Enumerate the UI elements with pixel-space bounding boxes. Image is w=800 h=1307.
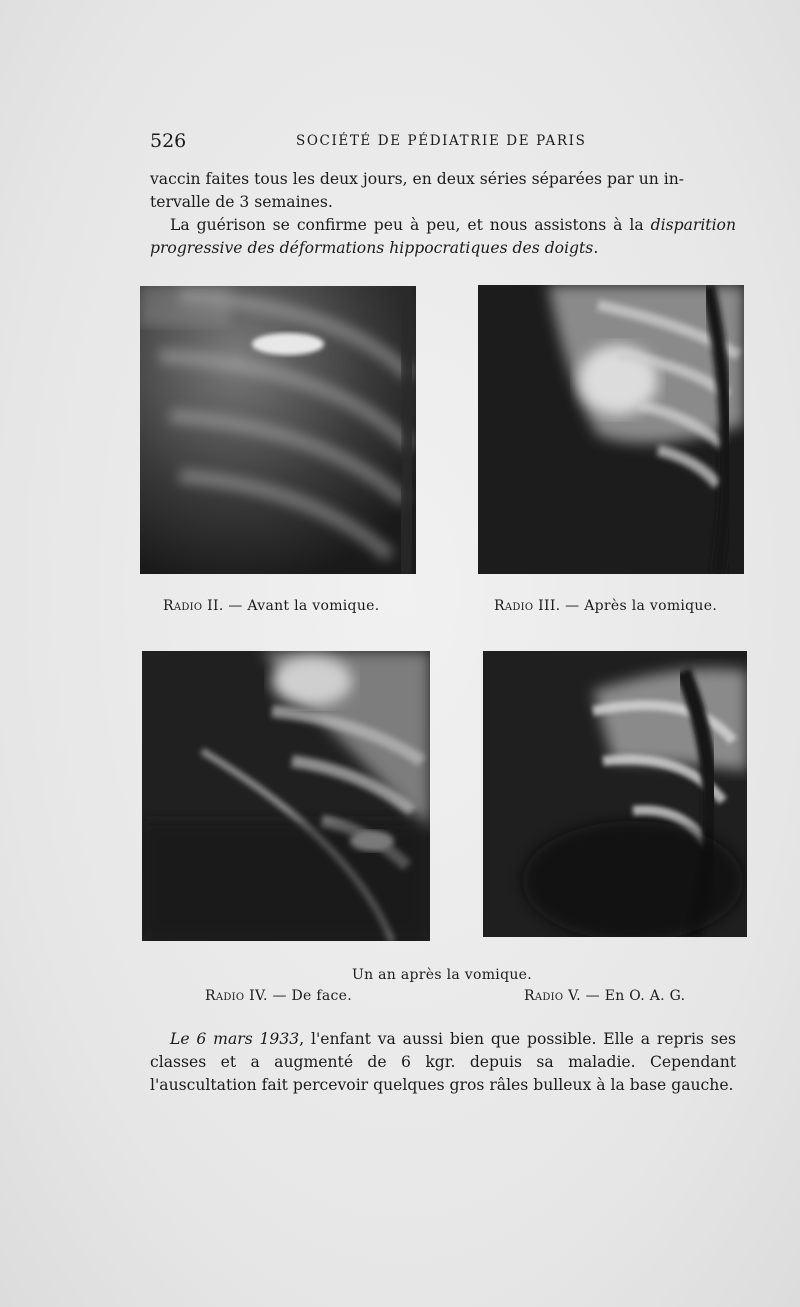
radiograph-4-text: — De face. <box>267 988 352 1004</box>
radiograph-5-label: Radio V. <box>524 988 581 1004</box>
radiograph-5-text: — En O. A. G. <box>585 988 686 1004</box>
radiograph-4-caption <box>205 988 352 1004</box>
paragraph-2-end: . <box>593 239 599 257</box>
paragraph-1-line-2: tervalle de 3 semaines. <box>150 193 333 211</box>
radiograph-5-image <box>483 651 747 937</box>
paragraph-3-text: , l'enfant va aussi bien que possible. Elle a repris ses classes et a augmenté de 6 kgr. depuis sa maladie. Cependant l'auscultation fait percevoir quelques gros râles bulleux à la base gauche. <box>150 1030 736 1094</box>
paragraph-3-date: Le 6 mars 1933 <box>170 1030 300 1048</box>
radiograph-3-label: Radio III. <box>494 598 561 614</box>
radiograph-5-caption <box>524 988 685 1004</box>
radiograph-2-label: Radio II. <box>163 598 224 614</box>
paragraph-2-text: La guérison se confirme peu à peu, et nous assistons à la <box>170 216 651 234</box>
radiograph-2-image <box>140 286 416 574</box>
radiograph-4-image <box>142 651 430 941</box>
running-title: SOCIÉTÉ DE PÉDIATRIE DE PARIS <box>296 133 587 149</box>
shared-caption: Un an après la vomique. <box>352 967 532 983</box>
radiograph-2-text: — Avant la vomique. <box>223 598 380 614</box>
paragraph-2 <box>150 214 736 260</box>
top-text-block <box>150 168 736 260</box>
page-number: 526 <box>150 130 187 152</box>
page-header <box>150 130 736 152</box>
paragraph-1 <box>150 168 736 214</box>
paragraph-3 <box>150 1028 736 1097</box>
paragraph-2-italic: disparition progressive des déformations hippocratiques des doigts <box>150 216 736 257</box>
paragraph-1-line-1: vaccin faites tous les deux jours, en deux séries séparées par un in- <box>150 170 685 188</box>
bottom-text-block <box>150 1028 736 1097</box>
radiograph-4-label: Radio IV. <box>205 988 268 1004</box>
radiograph-2-caption <box>163 598 379 614</box>
radiograph-3-image <box>478 285 744 574</box>
radiograph-3-caption <box>494 598 717 614</box>
radiograph-3-text: — Après la vomique. <box>560 598 718 614</box>
